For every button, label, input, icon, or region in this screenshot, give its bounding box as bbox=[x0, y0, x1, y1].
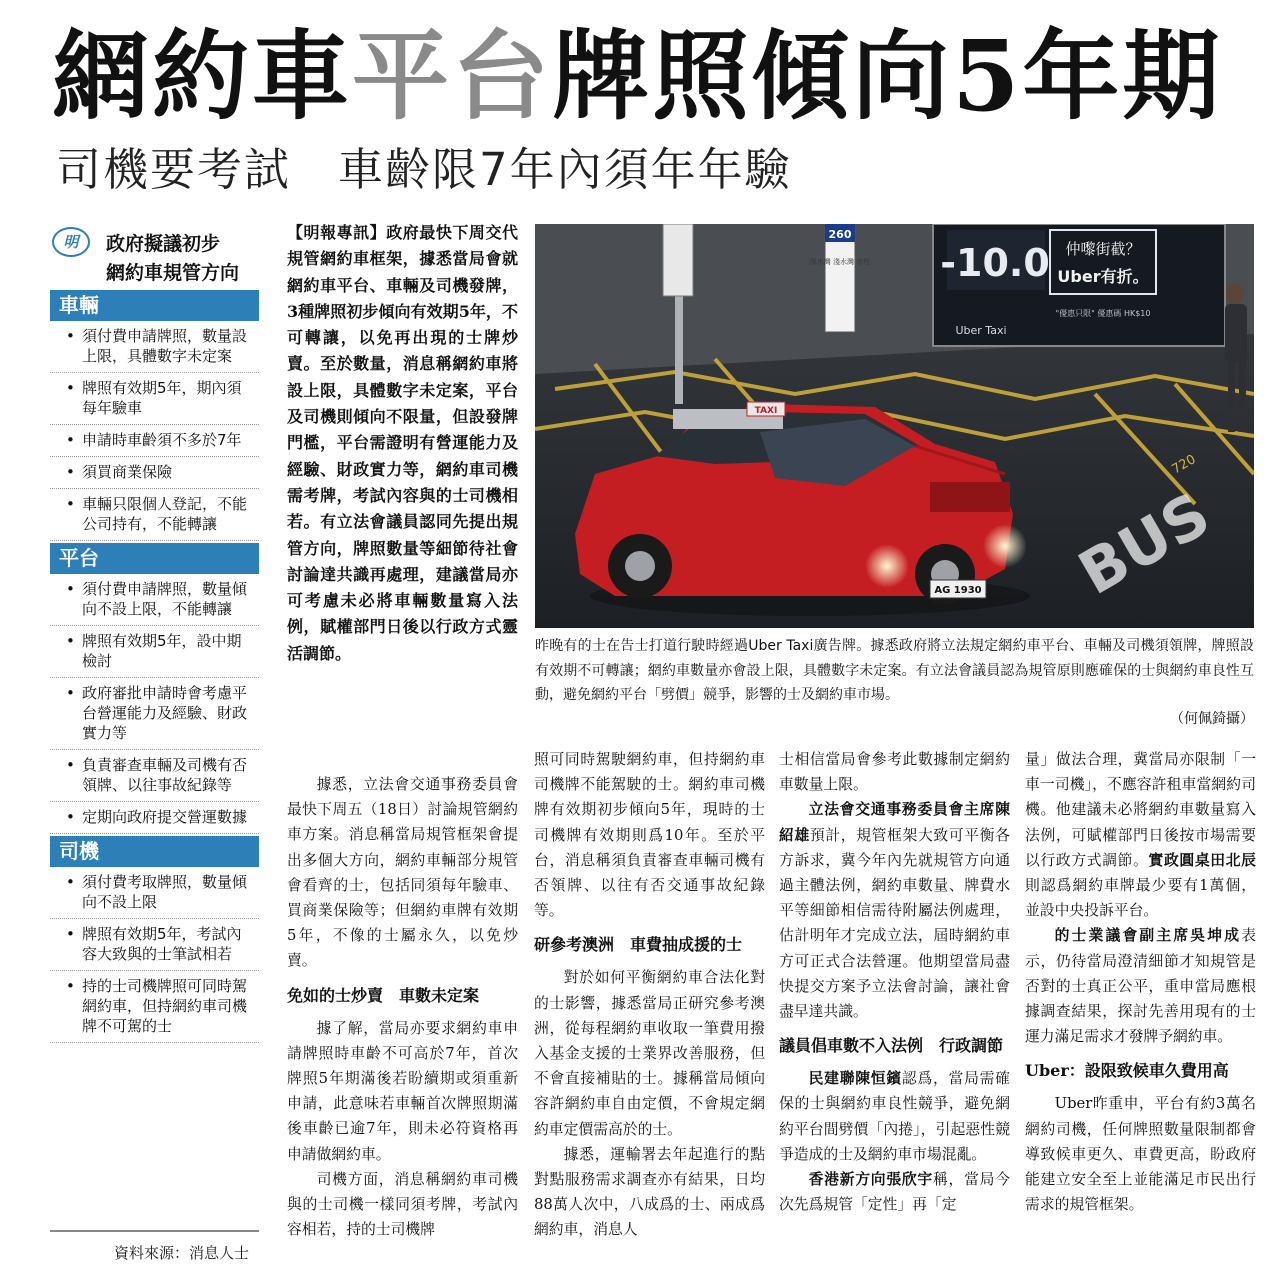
ad-line-1: 仲嚟街截？ bbox=[1065, 240, 1141, 258]
speaker-name: 香港新方向張欣宇 bbox=[808, 1171, 933, 1189]
license-plate-text: AG 1930 bbox=[934, 585, 982, 596]
body-column-4 bbox=[1025, 747, 1256, 1217]
body-column-3 bbox=[779, 747, 1010, 1217]
pedestrian-leg bbox=[1228, 360, 1235, 432]
ad-line-2: Uber有折。 bbox=[1057, 267, 1149, 286]
speaker-name: 立法會交通事務委員會主席陳紹雄 bbox=[779, 801, 1010, 844]
ming-pao-logo-icon: 明 bbox=[52, 227, 90, 257]
road-bus-text: BUS bbox=[1067, 479, 1222, 609]
section-heading-driver: 司機 bbox=[50, 836, 259, 867]
speaker-name: 的士業議會副主席吳坤成 bbox=[1054, 927, 1242, 945]
headline bbox=[52, 19, 1223, 133]
ad-price: -10.0 bbox=[940, 241, 1050, 285]
road-number: 720 bbox=[1169, 452, 1199, 478]
list-item: • 車輛只限個人登記，不能公司持有，不能轉讓 bbox=[50, 489, 259, 541]
body-paragraph: 照可同時駕駛網約車，但持網約車司機牌不能駕駛的士。網約車司機牌有效期初步傾向5年，現時的士司機牌有效期則爲10年。至於平台，消息稱須負責審查車輛司機有否領牌、以往有否交通事故紀錄等。 bbox=[534, 751, 765, 920]
section-list-driver bbox=[50, 867, 259, 1045]
sidebar-title-line-1: 政府擬議初步 bbox=[106, 233, 221, 255]
body-paragraph: 士相信當局會參考此數據制定網約車數量上限。 bbox=[779, 751, 1010, 794]
list-item: • 須買商業保險 bbox=[50, 457, 259, 489]
headline-part-3: 牌照傾向5年期 bbox=[552, 19, 1223, 133]
body-column-1 bbox=[287, 772, 518, 1242]
section-subheading: 研參考澳洲 車費抽成援的士 bbox=[534, 935, 743, 955]
list-item: • 申請時車齡須不多於7年 bbox=[50, 425, 259, 457]
lead-paragraph: 【明報專訊】政府最快下周交代規管網約車框架，據悉當局會就網約車平台、車輛及司機發牌，3種牌照初步傾向有效期5年，不可轉讓，以免再出現的士牌炒賣。至於數量，消息稱網約車將設上限，具體數字未定案，平台及司機則傾向不限量，但設發牌門檻，平台需證明有營運能力及經驗、財政實力等，網約車司機需考牌，考試內容與的士司機相若。有立法會議員認同先提出規管方向，牌照數量等細節待社會討論達共識再處理，建議當局亦可考慮未必將車輛數量寫入法例，賦權部門日後以行政方式靈活調節。 bbox=[287, 223, 518, 663]
body-paragraph: 民建聯陳恒鑌認爲，當局需確保的士與網約車良性競爭，避免網約平台間劈價「內捲」，引起惡性競爭造成的士及網約車市場混亂。 bbox=[779, 1070, 1010, 1163]
section-subheading: 議員倡車數不入法例 行政調節 bbox=[779, 1036, 1004, 1056]
list-item: • 須付費考取牌照，數量傾向不設上限 bbox=[50, 867, 259, 919]
list-item: • 牌照有效期5年，考試內容大致與的士筆試相若 bbox=[50, 919, 259, 971]
body-paragraph: 據悉，運輸署去年起進行的點對點服務需求調查亦有結果，日均88萬人次中，八成爲的士、兩成爲網約車，消息人 bbox=[534, 1145, 765, 1239]
body-paragraph: 香港新方向張欣宇稱，當局今次先爲規管「定性」再「定 bbox=[779, 1171, 1010, 1214]
body-paragraph: 據了解，當局亦要求網約車申請牌照時車齡不可高於7年，首次牌照5年期滿後若盼續期或須重新申請，此意味若車輛首次牌照期滿後車齡已逾7年，則未必符資格再申請做網約車。 bbox=[287, 1019, 518, 1163]
headline-part-1: 網約車 bbox=[52, 19, 352, 133]
list-item: • 持的士司機牌照可同時駕網約車，但持網約車司機牌不可駕的士 bbox=[50, 971, 259, 1043]
pedestrian-body bbox=[1225, 304, 1247, 362]
body-paragraph: 量」做法合理，冀當局亦限制「一車一司機」，不應容許租車當網約司機。他建議未必將網約車數量寫入法例，可賦權部門日後按市場需要以行政方式調節。實政圓桌田北辰則認爲網約車牌最少要有1萬個，並設中央投訴平台。 bbox=[1025, 751, 1256, 920]
sidebar-title-line-2: 網約車規管方向 bbox=[106, 262, 240, 284]
section-subheading: 免如的士炒賣 車數未定案 bbox=[287, 985, 480, 1005]
list-item: • 定期向政府提交營運數據 bbox=[50, 802, 259, 834]
body-paragraph: 的士業議會副主席吳坤成表示，仍待當局澄清細節才知規管是否對的士真正公平，重申當局應根據調查結果，探討先善用現有的士運力滿足需求才發牌予網約車。 bbox=[1025, 927, 1256, 1046]
body-paragraph: Uber昨重申，平台有約3萬名網約司機，任何牌照數量限制都會導致候車更久、車費更高，盼政府能建立安全至上並能滿足市民出行需求的規管框架。 bbox=[1025, 1095, 1256, 1214]
ad-small-print: "優惠只限" 優惠碼 HK$10 bbox=[1055, 309, 1151, 318]
body-column-2 bbox=[534, 747, 765, 1243]
regulation-sidebar bbox=[50, 224, 259, 1264]
news-photo bbox=[535, 224, 1254, 628]
list-item: • 負責審查車輛及司機有否領牌、以往事故紀錄等 bbox=[50, 750, 259, 802]
taxi-sign-text: TAXI bbox=[754, 406, 778, 416]
section-list-platform bbox=[50, 574, 259, 836]
data-source-note: 資料來源：消息人士 bbox=[50, 1230, 259, 1264]
taxi-hubcap bbox=[625, 551, 655, 581]
pedestrian-leg bbox=[1239, 360, 1246, 432]
body-paragraph: 據悉，立法會交通事務委員會最快下周五（18日）討論規管網約車方案。消息稱當局規管框架會提出多個大方向，網約車輛部分規管會看齊的士，包括同須每年驗車、買商業保險等；但網約車牌有效期5年，不像的士屬永久，以免炒賣。 bbox=[287, 776, 518, 970]
taxi-grille bbox=[930, 482, 1010, 512]
ad-brand: Uber Taxi bbox=[955, 324, 1007, 337]
bus-stop-number: 260 bbox=[828, 228, 852, 241]
body-paragraph: 對於如何平衡網約車合法化對的士影響，據悉當局正研究參考澳洲，從每程網約車收取一筆費用撥入基金支援的士業界改善服務，但不會直接補貼的士。據稱當局傾向容許網約車自由定價，不會規定網約車定價需高於的士。 bbox=[534, 969, 765, 1138]
section-list-vehicle bbox=[50, 321, 259, 543]
sidebar-title bbox=[106, 230, 239, 288]
section-heading-vehicle: 車輛 bbox=[50, 290, 259, 321]
list-item: • 牌照有效期5年，設中期檢討 bbox=[50, 626, 259, 678]
headline-part-2: 平台 bbox=[352, 19, 552, 133]
subheadline: 司機要考試 車齡限7年內須年年驗 bbox=[56, 143, 792, 196]
section-heading-platform: 平台 bbox=[50, 543, 259, 574]
list-item: • 牌照有效期5年，期內須每年驗車 bbox=[50, 373, 259, 425]
pedestrian-head bbox=[1226, 283, 1244, 305]
street-sign bbox=[663, 224, 693, 296]
body-paragraph: 司機方面，消息稱網約車司機與的士司機一樣同須考牌，考試內容相若，持的士司機牌 bbox=[287, 1170, 518, 1239]
speaker-name: 民建聯陳恒鑌 bbox=[808, 1070, 902, 1088]
taxi-photo-illustration bbox=[535, 224, 1254, 628]
bus-stop-text: 深水灣 淺水灣 赤柱 bbox=[809, 258, 871, 266]
headlight-glow bbox=[983, 524, 1027, 568]
photo-caption: 昨晚有的士在告士打道行駛時經過Uber Taxi廣告牌。據悉政府將立法規定網約車平台、車輛及司機須領牌，牌照設有效期不可轉讓；網約車數量亦會設上限，具體數字未定案。有立法會議員認為規管原則應確保的士與網約車良性互動，避免網約平台「劈價」競爭，影響的士及網約車市場。 bbox=[535, 638, 1254, 703]
section-subheading: Uber：設限致候車久費用高 bbox=[1025, 1061, 1229, 1081]
headlight-glow bbox=[865, 544, 909, 588]
speaker-name: 實政圓桌田北辰 bbox=[1148, 851, 1256, 869]
list-item: • 須付費申請牌照，數量傾向不設上限，不能轉讓 bbox=[50, 574, 259, 626]
list-item: • 政府審批申請時會考慮平台營運能力及經驗、財政實力等 bbox=[50, 678, 259, 750]
sidebar-header bbox=[50, 224, 259, 290]
list-item: • 須付費申請牌照，數量設上限，具體數字未定案 bbox=[50, 321, 259, 373]
body-paragraph: 立法會交通事務委員會主席陳紹雄預計，規管框架大致可平衡各方訴求，冀今年內先就規管方向通過主體法例，網約車數量、牌費水平等細節相信需待附屬法例處理，估計明年才完成立法，屆時網約車方可正式合法營運。他期望當局盡快提交方案予立法會討論，讓社會盡早達共識。 bbox=[779, 801, 1010, 1021]
photo-credit: （何佩錡攝） bbox=[1170, 711, 1254, 727]
